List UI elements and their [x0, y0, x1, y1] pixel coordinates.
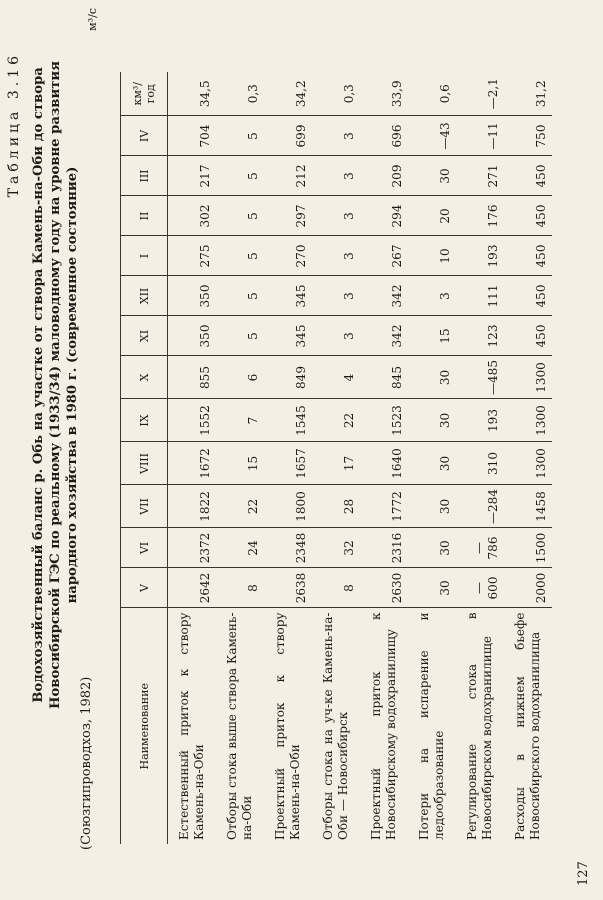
- column-header: I: [121, 236, 168, 276]
- table-cell: —11: [456, 116, 504, 156]
- table-cell: 342: [360, 276, 408, 316]
- table-cell: 5: [216, 196, 264, 236]
- table-cell: 342: [360, 316, 408, 356]
- table-row: [456, 72, 504, 844]
- table-cell: 6: [216, 356, 264, 399]
- table-cell: 30: [408, 568, 456, 608]
- table-cell: 32: [312, 528, 360, 568]
- column-header: V: [121, 568, 168, 608]
- water-balance-table: [120, 72, 552, 844]
- table-label: Таблица 3.16: [6, 52, 22, 198]
- table-cell: 217: [168, 156, 217, 196]
- table-cell: 5: [216, 156, 264, 196]
- table-cell: 2630: [360, 568, 408, 608]
- table-cell: —2,1: [486, 78, 500, 110]
- table-cell: 28: [312, 485, 360, 528]
- column-header: XII: [121, 276, 168, 316]
- table-cell: 15: [216, 442, 264, 485]
- table-cell: 20: [408, 196, 456, 236]
- row-name: Естественный приток к створу Камень-на-Оби: [168, 608, 217, 844]
- table-cell: 271: [456, 156, 504, 196]
- table-cell: 5: [216, 116, 264, 156]
- table-cell: 350: [168, 316, 217, 356]
- table-cell: 704: [168, 116, 217, 156]
- table-cell: 849: [264, 356, 312, 399]
- table-row: [168, 72, 217, 844]
- table-cell: 22: [312, 399, 360, 442]
- table-row: [216, 72, 264, 844]
- table-row: [360, 72, 408, 844]
- table-cell: 33,9: [390, 80, 404, 108]
- table-cell: 1300: [504, 399, 552, 442]
- table-cell: 193: [456, 399, 504, 442]
- table-cell: 30: [408, 442, 456, 485]
- table-title: Водохозяйственный баланс р. Обь на участке от створа Камень-на-Оби до створа Новосибирской ГЭС по реальному (1933/34) маловодному году на уровне развития народного хозяйства в 1980 г. (современное состояние): [31, 61, 80, 709]
- table-cell: 3: [312, 156, 360, 196]
- column-header: VI: [121, 528, 168, 568]
- table-cell: 450: [504, 156, 552, 196]
- table-cell: 297: [264, 196, 312, 236]
- row-name: Расходы в нижнем бьефе Новосибирского водохранилища: [504, 608, 552, 844]
- table-cell: 209: [360, 156, 408, 196]
- table-cell: 345: [264, 316, 312, 356]
- table-cell: 1545: [264, 399, 312, 442]
- column-header: км³/год: [121, 72, 168, 116]
- table-cell: —485: [456, 356, 504, 399]
- table-cell: 24: [216, 528, 264, 568]
- table-cell: 696: [360, 116, 408, 156]
- table-cell: 2348: [264, 528, 312, 568]
- column-header-name: Наименование: [121, 608, 168, 844]
- column-header: III: [121, 156, 168, 196]
- column-header: II: [121, 196, 168, 236]
- table-cell: 1822: [168, 485, 217, 528]
- table-cell: 310: [456, 442, 504, 485]
- table-cell: 450: [504, 276, 552, 316]
- table-source: (Союзгипроводхоз, 1982): [79, 676, 94, 850]
- table-body: [168, 72, 553, 844]
- table-cell: —600: [456, 568, 504, 608]
- column-header: XI: [121, 316, 168, 356]
- table-cell: 4: [312, 356, 360, 399]
- table-cell: 5: [216, 316, 264, 356]
- table-cell: 8: [216, 568, 264, 608]
- table-cell: 3: [408, 276, 456, 316]
- table-cell: 1800: [264, 485, 312, 528]
- table-cell: 0,3: [246, 84, 260, 104]
- table-cell: 30: [408, 485, 456, 528]
- column-header: IX: [121, 399, 168, 442]
- row-name: Отборы стока на уч-ке Камень-на-Оби — Новосибирск: [312, 608, 360, 844]
- row-name: Потери на испарение и ледообразование: [408, 608, 456, 844]
- table-row: [264, 72, 312, 844]
- table-cell: 294: [360, 196, 408, 236]
- table-cell: 193: [456, 236, 504, 276]
- table-cell: 750: [504, 116, 552, 156]
- table-cell: —284: [456, 485, 504, 528]
- table-cell: 17: [312, 442, 360, 485]
- column-header: VIII: [121, 442, 168, 485]
- table-cell: 1657: [264, 442, 312, 485]
- table-cell: 267: [360, 236, 408, 276]
- table-cell: 5: [216, 276, 264, 316]
- page-number: 127: [576, 861, 591, 886]
- table-row: [312, 72, 360, 844]
- table-cell: 123: [456, 316, 504, 356]
- table-header: [121, 72, 168, 844]
- table-cell: 3: [312, 116, 360, 156]
- table-cell: 2642: [168, 568, 217, 608]
- row-name: Регулирование стока в Новосибирском водохранилище: [456, 608, 504, 844]
- table-cell: 1523: [360, 399, 408, 442]
- table-cell: 1552: [168, 399, 217, 442]
- table-cell: 0,3: [342, 84, 356, 104]
- table-cell: —786: [456, 528, 504, 568]
- table-row: [504, 72, 552, 844]
- column-header: IV: [121, 116, 168, 156]
- table-cell: 34,2: [294, 80, 308, 108]
- table-cell: 2316: [360, 528, 408, 568]
- table-cell: 350: [168, 276, 217, 316]
- table-cell: 30: [408, 399, 456, 442]
- table-cell: 1300: [504, 356, 552, 399]
- table-cell: 1640: [360, 442, 408, 485]
- table-cell: 5: [216, 236, 264, 276]
- table-cell: 30: [408, 356, 456, 399]
- table-cell: 1458: [504, 485, 552, 528]
- table-cell: 0,6: [438, 84, 452, 104]
- table-cell: 1500: [504, 528, 552, 568]
- table-cell: 15: [408, 316, 456, 356]
- row-name: Проектный приток к створу Камень-на-Оби: [264, 608, 312, 844]
- table-cell: 2638: [264, 568, 312, 608]
- table-cell: 31,2: [534, 80, 548, 108]
- table-cell: 34,5: [198, 80, 212, 108]
- table-cell: 1300: [504, 442, 552, 485]
- table-row: [408, 72, 456, 844]
- table-cell: 699: [264, 116, 312, 156]
- row-name: Проектный приток к Новосибирскому водохранилищу: [360, 608, 408, 844]
- table-cell: 1672: [168, 442, 217, 485]
- table-cell: 3: [312, 316, 360, 356]
- table-cell: 111: [456, 276, 504, 316]
- table-cell: 8: [312, 568, 360, 608]
- table-cell: 2372: [168, 528, 217, 568]
- table-cell: 30: [408, 156, 456, 196]
- table-cell: 450: [504, 236, 552, 276]
- table-cell: 1772: [360, 485, 408, 528]
- table-cell: 212: [264, 156, 312, 196]
- header-row: [121, 72, 168, 844]
- table-cell: 10: [408, 236, 456, 276]
- table-cell: 3: [312, 276, 360, 316]
- row-name: Отборы стока выше створа Камень-на-Оби: [216, 608, 264, 844]
- table-cell: 22: [216, 485, 264, 528]
- table-cell: 2000: [504, 568, 552, 608]
- table-cell: 176: [456, 196, 504, 236]
- column-header: VII: [121, 485, 168, 528]
- table-units: м³/с: [86, 8, 99, 31]
- table-cell: —43: [408, 116, 456, 156]
- table-cell: 855: [168, 356, 217, 399]
- table-cell: 30: [408, 528, 456, 568]
- table-cell: 3: [312, 196, 360, 236]
- table-cell: 270: [264, 236, 312, 276]
- table-cell: 275: [168, 236, 217, 276]
- table-cell: 345: [264, 276, 312, 316]
- table-cell: 302: [168, 196, 217, 236]
- column-header: X: [121, 356, 168, 399]
- table-cell: 7: [216, 399, 264, 442]
- table-cell: 450: [504, 196, 552, 236]
- table-cell: 3: [312, 236, 360, 276]
- table-cell: 845: [360, 356, 408, 399]
- table-cell: 450: [504, 316, 552, 356]
